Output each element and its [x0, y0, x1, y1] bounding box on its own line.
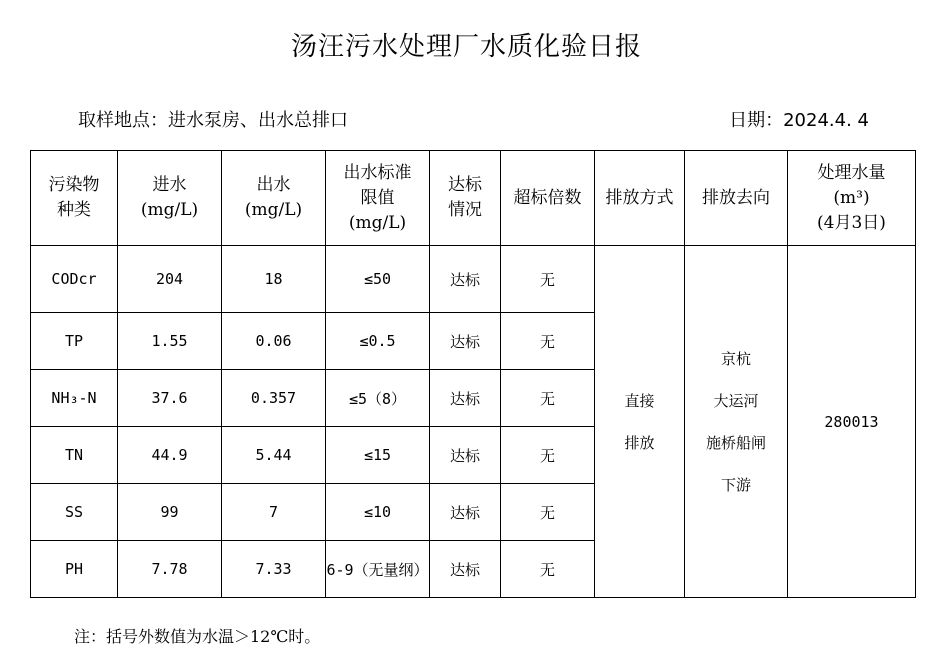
outflow-cell: 0.357: [222, 370, 326, 427]
limit-cell: 6-9（无量纲）: [326, 541, 430, 598]
inflow-cell: 7.78: [118, 541, 222, 598]
outflow-cell: 5.44: [222, 427, 326, 484]
limit-cell: ≤10: [326, 484, 430, 541]
pollutant-cell: PH: [31, 541, 118, 598]
inflow-cell: 204: [118, 246, 222, 313]
exceed-cell: 无: [501, 246, 595, 313]
header-status: 达标 情况: [430, 151, 501, 246]
water-quality-table: [30, 150, 916, 598]
limit-cell: ≤50: [326, 246, 430, 313]
header-discharge-destination: 排放去向: [685, 151, 788, 246]
limit-cell: ≤5（8）: [326, 370, 430, 427]
header-pollutant: 污染物 种类: [31, 151, 118, 246]
outflow-cell: 7.33: [222, 541, 326, 598]
pollutant-cell: TP: [31, 313, 118, 370]
status-cell: 达标: [430, 370, 501, 427]
header-inflow: 进水 (mg/L): [118, 151, 222, 246]
header-treated-volume: 处理水量 (m³) (4月3日): [788, 151, 916, 246]
exceed-cell: 无: [501, 313, 595, 370]
sampling-location: 取样地点：进水泵房、出水总排口: [78, 110, 348, 131]
discharge-method-cell: 直接 排放: [595, 246, 685, 598]
inflow-cell: 44.9: [118, 427, 222, 484]
inflow-cell: 99: [118, 484, 222, 541]
outflow-cell: 18: [222, 246, 326, 313]
outflow-cell: 7: [222, 484, 326, 541]
limit-cell: ≤0.5: [326, 313, 430, 370]
pollutant-cell: NH₃-N: [31, 370, 118, 427]
report-title: 汤汪污水处理厂水质化验日报: [290, 32, 642, 62]
header-limit: 出水标准 限值 (mg/L): [326, 151, 430, 246]
limit-cell: ≤15: [326, 427, 430, 484]
status-cell: 达标: [430, 484, 501, 541]
report-date: 日期：2024.4. 4: [729, 110, 869, 131]
header-outflow: 出水 (mg/L): [222, 151, 326, 246]
pollutant-cell: SS: [31, 484, 118, 541]
treated-volume-cell: 280013: [788, 246, 916, 598]
header-discharge-method: 排放方式: [595, 151, 685, 246]
inflow-cell: 1.55: [118, 313, 222, 370]
status-cell: 达标: [430, 541, 501, 598]
inflow-cell: 37.6: [118, 370, 222, 427]
discharge-destination-cell: 京杭 大运河 施桥船闸 下游: [685, 246, 788, 598]
table-row: [31, 246, 916, 313]
header-exceed: 超标倍数: [501, 151, 595, 246]
status-cell: 达标: [430, 313, 501, 370]
footnote: 注：括号外数值为水温＞12℃时。: [74, 627, 321, 646]
exceed-cell: 无: [501, 541, 595, 598]
status-cell: 达标: [430, 246, 501, 313]
pollutant-cell: CODcr: [31, 246, 118, 313]
status-cell: 达标: [430, 427, 501, 484]
exceed-cell: 无: [501, 484, 595, 541]
pollutant-cell: TN: [31, 427, 118, 484]
exceed-cell: 无: [501, 427, 595, 484]
header-row: [31, 151, 916, 246]
exceed-cell: 无: [501, 370, 595, 427]
outflow-cell: 0.06: [222, 313, 326, 370]
